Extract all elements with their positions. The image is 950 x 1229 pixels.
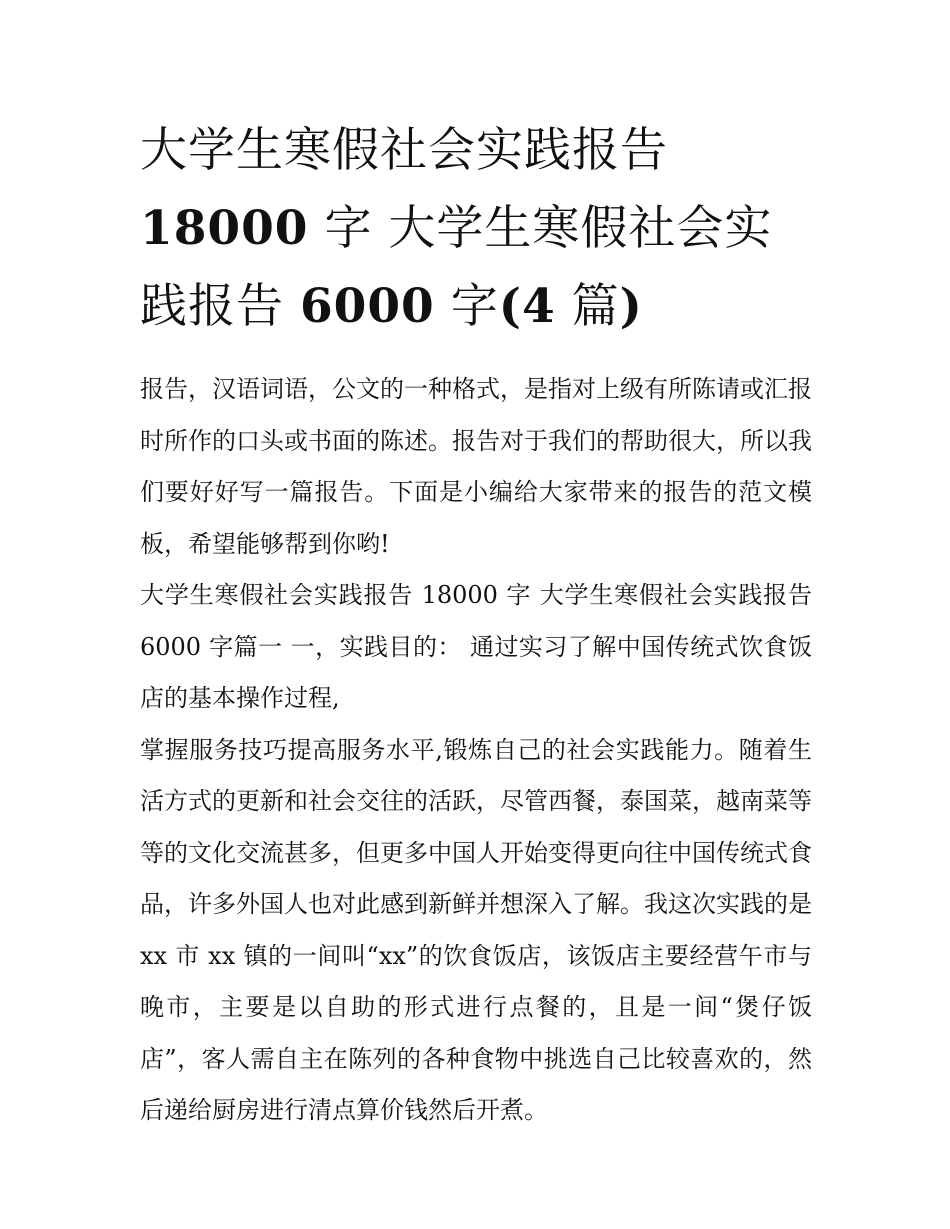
section-heading-paragraph: 大学生寒假社会实践报告 18000 字 大学生寒假社会实践报告 6000 字篇一 一，实践目的： 通过实习了解中国传统式饮食饭店的基本操作过程,: [140, 581, 812, 712]
title-part: 篇: [555, 279, 620, 334]
title-part: 6000: [299, 279, 435, 334]
body-paragraph: 掌握服务技巧提高服务水平,锻炼自己的社会实践能力。随着生活方式的更新和社会交往的活跃，尽管西餐，泰国菜，越南菜等等的文化交流甚多，但更多中国人开始变得更向往中国传统式食品，许多外国人也对此感到新鲜并想深入了解。我这次实践的是 xx 市 xx 镇的一间叫“xx”的饮食饭店，该饭店主要经营午市与晚市，主要是以自助的形式进行点餐的，且是一间“煲仔饭店”，客人需自主在陈列的各种食物中挑选自己比较喜欢的，然后递给厨房进行清点算价钱然后开煮。: [140, 735, 812, 1124]
title-part: 18000: [140, 201, 309, 256]
title-part: 大学生寒假社会实践报告: [140, 123, 668, 178]
intro-paragraph: 报告，汉语词语，公文的一种格式，是指对上级有所陈请或汇报时所作的口头或书面的陈述。报告对于我们的帮助很大，所以我们要好好写一篇报告。下面是小编给大家带来的报告的范文模板，希望能够帮到你哟!: [140, 375, 812, 558]
document-title: [140, 112, 812, 346]
document-body: [140, 112, 812, 1137]
title-part: 字 大学生寒假社会实践报告: [140, 201, 773, 334]
title-part: 字: [434, 279, 499, 334]
title-part: (4: [498, 279, 556, 334]
title-part: ): [619, 279, 643, 334]
